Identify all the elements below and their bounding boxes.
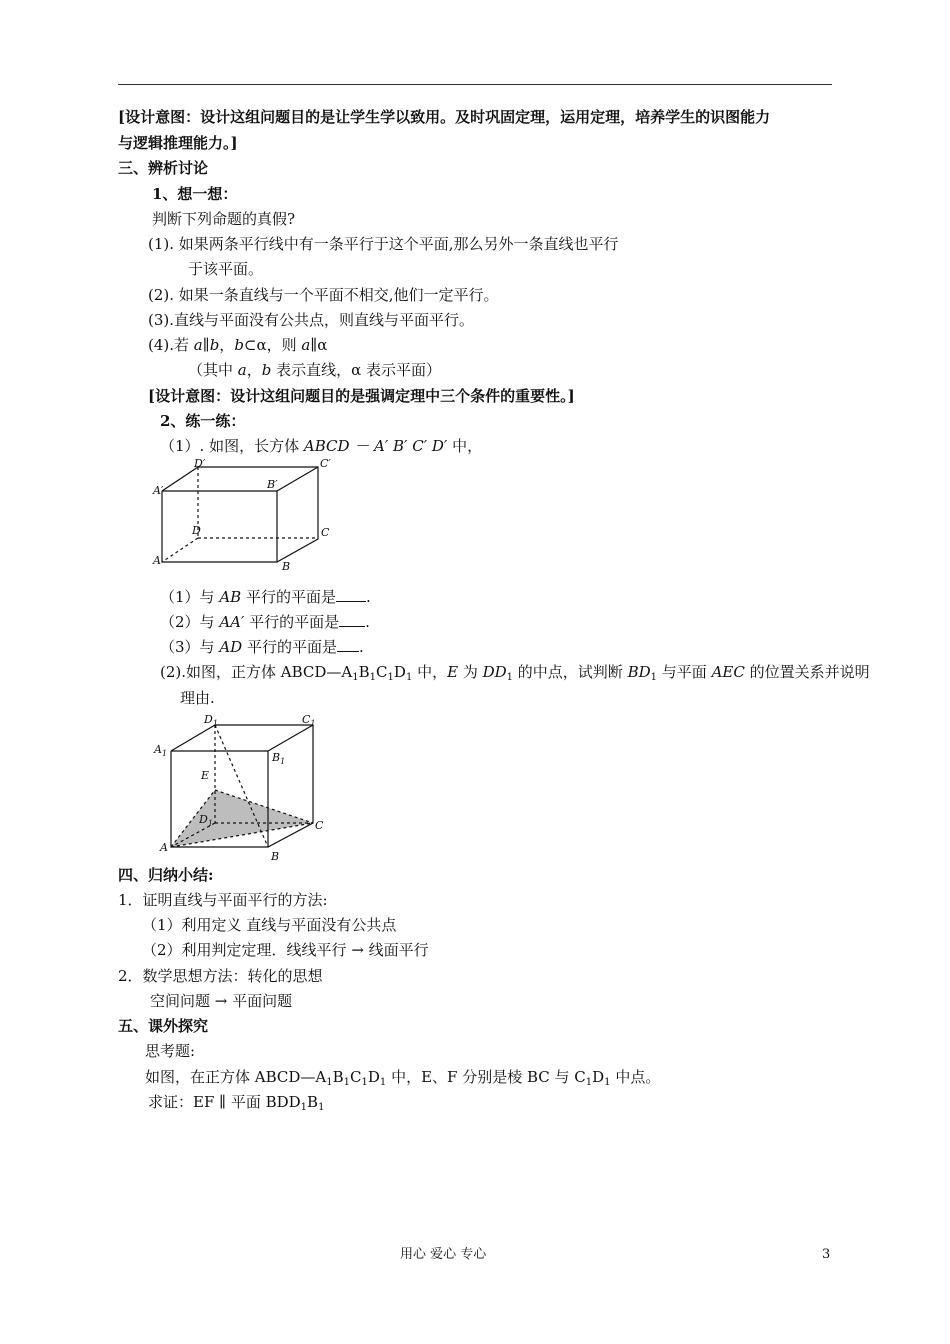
fig2-label-d1: $D_1$	[204, 713, 218, 728]
proposition-4: (4).若 a∥b，b⊂α，则 a∥α	[148, 336, 328, 354]
proposition-1-line1: (1). 如果两条平行线中有一条平行于这个平面,那么另外一条直线也平行	[148, 235, 619, 253]
summary-2: 2．数学思想方法：转化的思想	[118, 967, 323, 985]
think-title: 1、想一想：	[152, 185, 238, 203]
proposition-2: (2). 如果一条直线与一个平面不相交,他们一定平行。	[148, 286, 499, 304]
design-intent-2: [设计意图：设计这组问题目的是强调定理中三个条件的重要性。]	[148, 387, 575, 405]
fig2-label-c: C	[315, 819, 324, 832]
edge-b1c1	[277, 467, 318, 491]
question-1-intro: （1）. 如图，长方体 ABCD － A′ B′ C′ D′ 中，	[160, 437, 483, 455]
fig2-label-d: $D_1$	[199, 813, 213, 828]
answer-blank-2[interactable]	[339, 614, 365, 627]
question-2-line2: 理由.	[180, 689, 215, 707]
fig1-label-c: C	[321, 526, 330, 539]
section-4-title: 四、归纳小结:	[118, 866, 214, 884]
summary-1b: （2）利用判定定理．线线平行 → 线面平行	[142, 941, 429, 959]
fig2-label-b: B	[271, 850, 280, 862]
fig1-label-b: B	[282, 560, 291, 573]
section-3-title: 三、辨析讨论	[118, 159, 209, 177]
cube-figure	[146, 710, 336, 862]
header-rule	[118, 84, 832, 85]
fig1-label-b1: B′	[267, 478, 278, 491]
answer-blank-3[interactable]	[337, 639, 359, 652]
section-5-title: 五、课外探究	[118, 1017, 209, 1035]
fig1-label-a1: A′	[153, 484, 164, 497]
page-number: 3	[822, 1247, 831, 1262]
prove-statement: 求证：EF ∥ 平面 $BDD_1B_1$	[148, 1093, 325, 1113]
think-prompt: 判断下列命题的真假?	[152, 210, 296, 228]
practice-title: 2、练一练：	[160, 412, 246, 430]
question-2-line1: (2).如图，正方体 $ABCD—A_1B_1C_1D_1$ 中，E 为 $DD_1$ 的中点，试判断 $BD_1$ 与平面 AEC 的位置关系并说明	[160, 663, 870, 683]
exercise-statement: 如图，在正方体 $ABCD—A_1B_1C_1D_1$ 中，E、F 分别是棱 BC 与 $C_1D_1$ 中点。	[145, 1068, 661, 1088]
fig1-label-d1: D′	[194, 457, 206, 470]
design-intent-1-line2: 与逻辑推理能力。]	[118, 134, 238, 152]
think-question-label: 思考题:	[145, 1042, 196, 1060]
sub-question-2: （2）与 AA′ 平行的平面是 .	[160, 613, 370, 631]
proposition-3: (3).直线与平面没有公共点，则直线与平面平行。	[148, 311, 475, 329]
proposition-1-line2: 于该平面。	[188, 260, 264, 278]
summary-1: 1．证明直线与平面平行的方法:	[118, 891, 328, 909]
summary-2a: 空间问题 → 平面问题	[150, 992, 293, 1010]
fig2-label-a1: $A_1$	[154, 743, 168, 758]
fig2-label-e: E	[201, 769, 210, 782]
proposition-4-note: （其中 a，b 表示直线，α 表示平面）	[188, 361, 442, 379]
cuboid-figure	[150, 456, 340, 574]
answer-blank-1[interactable]	[336, 589, 366, 602]
fig1-label-d: D	[192, 524, 201, 537]
fig2-label-b1: $B_1$	[272, 751, 286, 766]
fig1-label-c1: C′	[320, 457, 331, 470]
hidden-edge-ad	[162, 538, 198, 562]
sub-question-3: （3）与 AD 平行的平面是 .	[160, 638, 364, 656]
shaded-plane-aec	[171, 790, 313, 847]
fig2-label-a: A	[160, 841, 168, 854]
design-intent-1-line1: [设计意图：设计这组问题目的是让学生学以致用。及时巩固定理，运用定理，培养学生的识图能力	[118, 108, 771, 126]
fig1-label-a: A	[153, 554, 161, 567]
fig2-label-c1: $C_1$	[302, 713, 316, 728]
page-footer: 用心 爱心 专心	[400, 1247, 487, 1262]
summary-1a: （1）利用定义 直线与平面没有公共点	[142, 916, 397, 934]
sub-question-1: （1）与 AB 平行的平面是 .	[160, 588, 371, 606]
edge-b1c1	[268, 725, 313, 751]
